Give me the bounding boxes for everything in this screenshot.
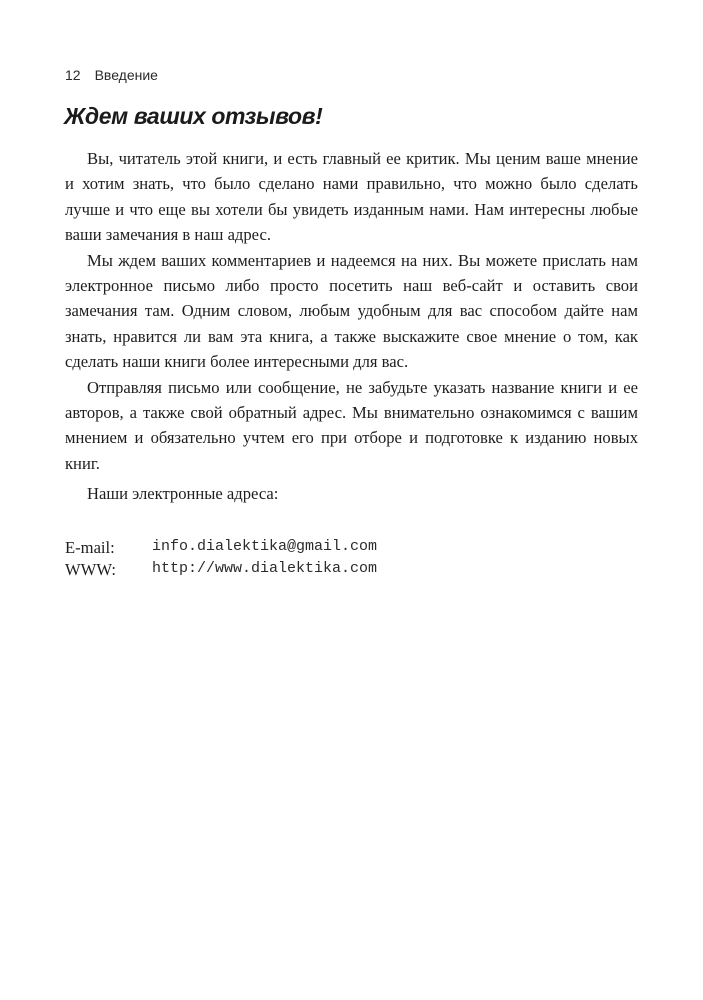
www-label: WWW: (65, 560, 116, 579)
addresses-intro: Наши электронные адреса: (87, 484, 279, 504)
paragraph: Отправляя письмо или сообщение, не забудьте указать название книги и ее авторов, а также свой обратный адрес. Мы внимательно ознакомимся с вашим мнением и обязательно учтем его при отборе и подготовке к изданию новых книг. (65, 377, 638, 473)
paragraph: Вы, читатель этой книги, и есть главный ее критик. Мы ценим ваше мнение и хотим знать, что было сделано нами правильно, что можно было сделать лучше и что еще вы хотели бы увидеть изданным нами. Нам интересны любые ваши замечания в наш адрес. (65, 149, 638, 245)
page-number: 12 (65, 67, 81, 83)
email-row (65, 537, 377, 559)
email-address: info.dialektika@gmail.com (152, 538, 378, 555)
email-label: E-mail: (65, 538, 115, 557)
contact-list (65, 537, 377, 581)
running-head (65, 67, 158, 83)
section-title: Ждем ваших отзывов! (64, 103, 323, 129)
www-row (65, 559, 377, 581)
paragraph: Мы ждем ваших комментариев и надеемся на них. Вы можете прислать нам электронное письмо либо просто посетить наш веб-сайт и оставить свои замечания там. Одним словом, любым удобным для вас способом дайте нам знать, нравится ли вам эта книга, а также выскажите свое мнение о том, как сделать наши книги более интересными для вас. (65, 250, 638, 372)
body-text (65, 146, 638, 507)
chapter-title: Введение (94, 67, 158, 83)
website-url: http://www.dialektika.com (152, 560, 378, 577)
